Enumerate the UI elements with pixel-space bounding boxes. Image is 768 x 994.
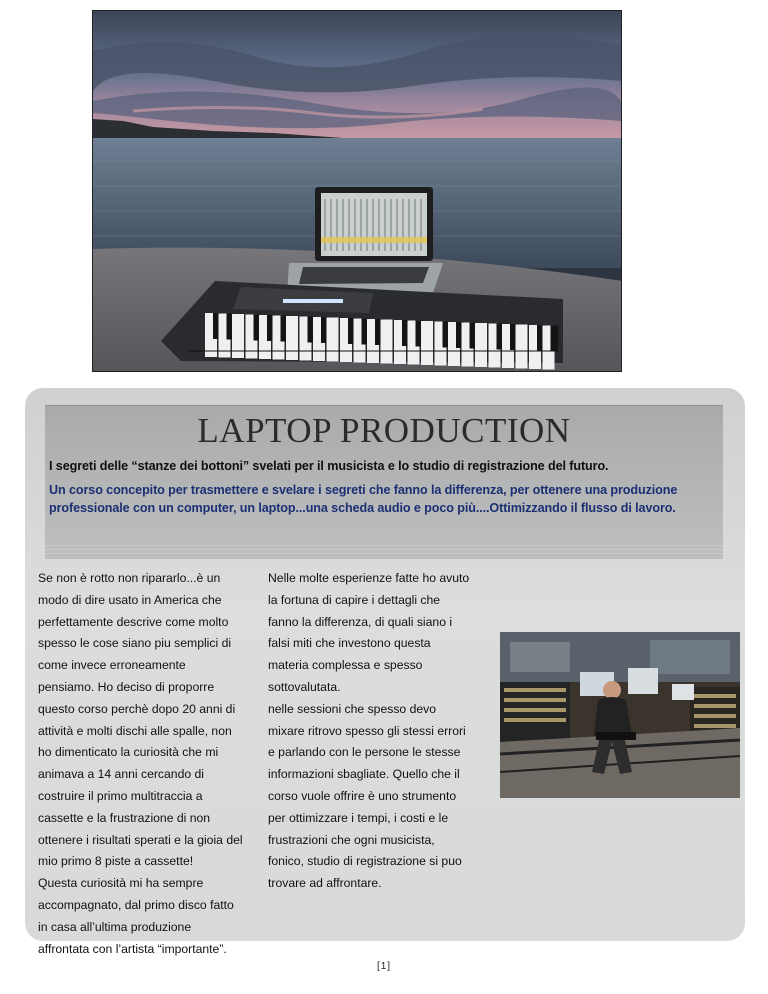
hero-photo bbox=[92, 10, 622, 372]
intro-paragraph: Un corso concepito per trasmettere e svelare i segreti che fanno la differenza, per ottenere una produzione professionale con un computer, un laptop...una scheda audio e poco più....Ottimizzando il flusso di lavoro. bbox=[49, 483, 678, 515]
faint-margin-text bbox=[503, 574, 733, 596]
body-text-middle: Nelle molte esperienze fatte ho avuto la fortuna di capire i dettagli che fanno la differenza, di quali siano i falsi miti che investono questa materia complessa e spesso sottovalutata. nelle sessioni che spesso devo mixare ritrovo spesso gli stessi errori e parlando con le persone le stesse informazioni sbagliate. Quello che il corso vuole offrire è uno strumento per ottimizzare i tempi, i costi e le frustrazioni che ogni musicista, fonico, studio di registrazione si puo trovare ad affrontare. bbox=[268, 571, 470, 891]
page-number: [1] bbox=[376, 961, 392, 972]
body-column-left bbox=[38, 568, 266, 960]
tagline: I segreti delle “stanze dei bottoni” svelati per il musicista e lo studio di registrazione del futuro. bbox=[49, 459, 609, 473]
body-column-middle bbox=[268, 568, 490, 895]
body-text-left: Se non è rotto non ripararlo...è un modo di dire usato in America che perfettamente descrive come molto spesso le cose siano piu semplici di come invece erroneamente pensiamo. Ho deciso di proporre questo corso perchè dopo 20 anni di attività e molti dischi alle spalle, non ho dimenticato la curiosità che mi animava a 14 anni cercando di costruire il primo multitraccia a cassette e la frustrazione di non ottenere i risultati sperati e la gioia del mio primo 8 piste a cassette! Questa curiosità mi ha sempre accompagnato, dal primo disco fatto in casa all’ultima produzione affrontata con l’artista “importante”. bbox=[38, 571, 243, 956]
page-title: LAPTOP PRODUCTION bbox=[197, 411, 571, 450]
studio-photo bbox=[500, 632, 740, 798]
